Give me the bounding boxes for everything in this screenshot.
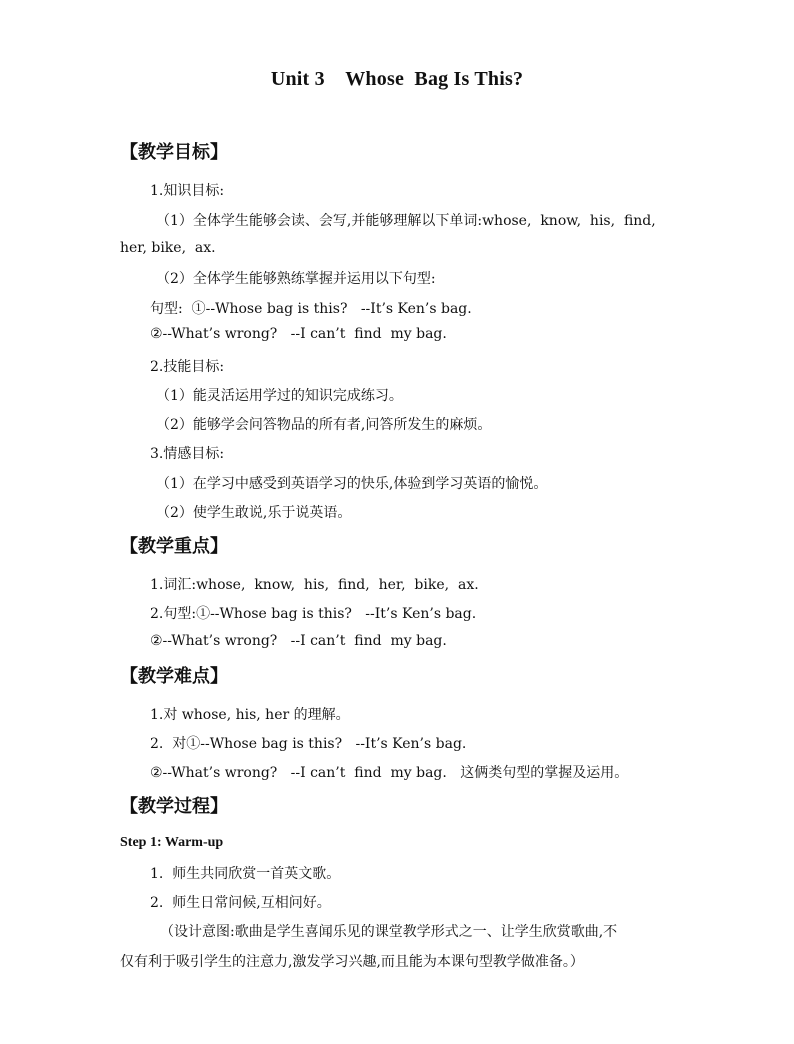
document-title: Unit 3 Whose Bag Is This? bbox=[270, 68, 524, 90]
objectives-line: （2）使学生敢说,乐于说英语。 bbox=[156, 505, 352, 521]
objectives-line: 句型: ①--Whose bag is this? --It’s Ken’s bag. bbox=[150, 301, 472, 317]
objectives-line: 2.技能目标: bbox=[150, 359, 225, 375]
objectives-line: her, bike, ax. bbox=[120, 240, 216, 256]
objectives-line: 3.情感目标: bbox=[150, 446, 225, 462]
difficulties-line: ②--What’s wrong? --I can’t find my bag. 这俩类句型的掌握及运用。 bbox=[150, 765, 629, 781]
section-heading-process: 【教学过程】 bbox=[120, 796, 228, 817]
objectives-line: （1）全体学生能够会读、会写,并能够理解以下单词:whose, know, his, find, bbox=[156, 213, 656, 229]
section-heading-difficulties: 【教学难点】 bbox=[120, 666, 228, 687]
key-points-line: 1.词汇:whose, know, his, find, her, bike, ax. bbox=[150, 577, 479, 593]
objectives-line: （1）能灵活运用学过的知识完成练习。 bbox=[156, 388, 403, 404]
objectives-line: （1）在学习中感受到英语学习的快乐,体验到学习英语的愉悦。 bbox=[156, 476, 548, 492]
objectives-line: （2）全体学生能够熟练掌握并运用以下句型: bbox=[156, 271, 436, 287]
process-line: 仅有利于吸引学生的注意力,激发学习兴趣,而且能为本课句型教学做准备。） bbox=[120, 954, 584, 970]
objectives-line: （2）能够学会问答物品的所有者,问答所发生的麻烦。 bbox=[156, 417, 492, 433]
process-line: 2. 师生日常问候,互相问好。 bbox=[150, 895, 331, 911]
key-points-line: 2.句型:①--Whose bag is this? --It’s Ken’s bag. bbox=[150, 606, 477, 622]
step-heading: Step 1: Warm-up bbox=[120, 835, 224, 850]
difficulties-line: 1.对 whose, his, her 的理解。 bbox=[150, 707, 350, 723]
difficulties-line: 2. 对①--Whose bag is this? --It’s Ken’s bag. bbox=[150, 736, 467, 752]
process-line: 1. 师生共同欣赏一首英文歌。 bbox=[150, 866, 341, 882]
process-line: （设计意图:歌曲是学生喜闻乐见的课堂教学形式之一、让学生欣赏歌曲,不 bbox=[160, 924, 618, 940]
section-heading-key-points: 【教学重点】 bbox=[120, 536, 228, 557]
objectives-line: 1.知识目标: bbox=[150, 183, 225, 199]
key-points-line: ②--What’s wrong? --I can’t find my bag. bbox=[150, 633, 447, 649]
objectives-line: ②--What’s wrong? --I can’t find my bag. bbox=[150, 326, 447, 342]
section-heading-objectives: 【教学目标】 bbox=[120, 142, 228, 163]
